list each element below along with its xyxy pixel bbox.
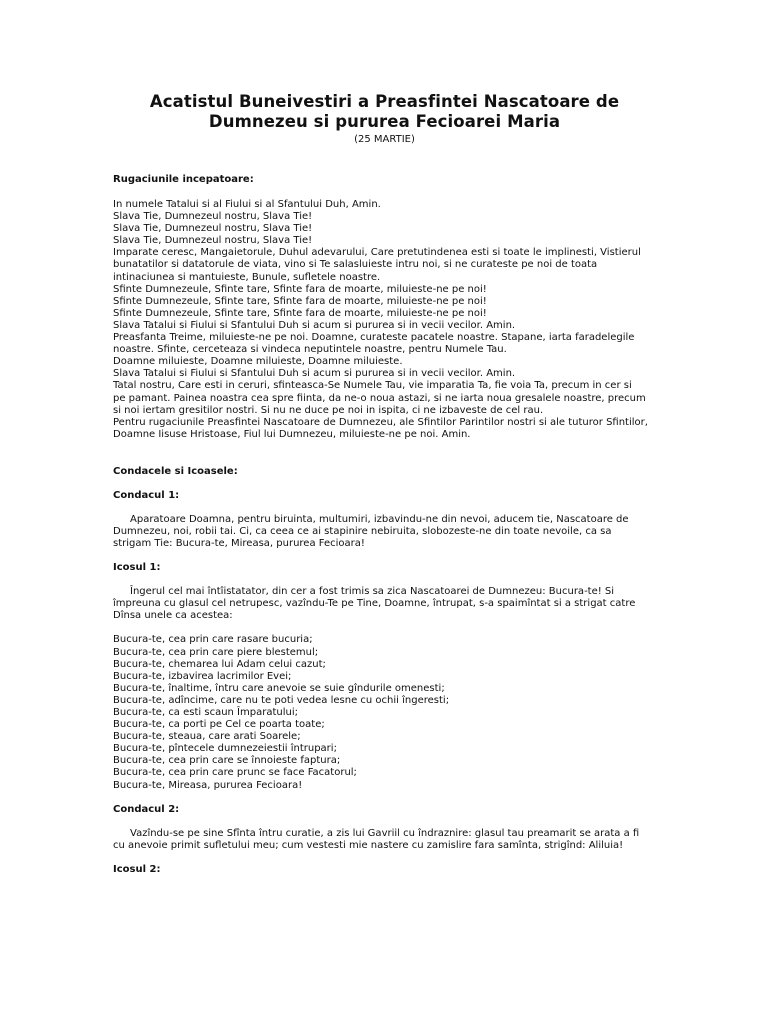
text-line: Bucura-te, ca esti scaun Împaratului;	[113, 707, 298, 718]
text-line: Îngerul cel mai întîistatator, din cer a fost trimis sa zica Nascatoarei de Dumnezeu: Bucura-te! Si	[130, 586, 615, 598]
text-line: Imparate ceresc, Mangaietorule, Duhul adevarului, Care pretutindenea esti si toate le implinesti, Vistierul	[113, 247, 641, 259]
text-line: Sfinte Dumnezeule, Sfinte tare, Sfinte fara de moarte, miluieste-ne pe noi!	[113, 295, 487, 307]
heading-icosul-1: Icosul 1:	[113, 562, 161, 574]
text-line: Slava Tie, Dumnezeul nostru, Slava Tie!	[113, 211, 313, 223]
text-line: intinaciunea si mantuieste, Bunule, sufletele noastre.	[113, 271, 381, 283]
text-line: Doamne Iisuse Hristoase, Fiul lui Dumnezeu, miluieste-ne pe noi. Amin.	[113, 428, 471, 440]
heading-condacul-2: Condacul 2:	[113, 803, 180, 815]
title-line: Acatistul Buneivestiri a Preasfintei Nascatoare de	[149, 92, 620, 111]
section-heading-condace: Condacele si Icoasele:	[113, 465, 238, 477]
text-line: Dumnezeu, noi, robii tai. Ci, ca ceea ce ai stapinire nebiruita, slobozeste-ne din toate nevoile, ca sa	[113, 525, 612, 537]
text-line: Bucura-te, adîncime, care nu te poti vedea lesne cu ochii îngeresti;	[113, 694, 450, 706]
text-line: Slava Tatalui si Fiului si Sfantului Duh si acum si pururea si in vecii vecilor. Amin.	[113, 368, 516, 380]
text-line: pe pamant. Painea noastra cea spre fiinta, da ne-o noua astazi, si ne iarta noua gresalele noastre, precum	[113, 392, 646, 404]
text-line: Sfinte Dumnezeule, Sfinte tare, Sfinte fara de moarte, miluieste-ne pe noi!	[113, 283, 487, 295]
text-line: Bucura-te, cea prin care prunc se face Facatorul;	[113, 767, 357, 779]
text-line: Tatal nostru, Care esti in ceruri, sfinteasca-Se Numele Tau, vie imparatia Ta, fie voia Ta, precum in cer si	[113, 380, 632, 392]
text-line: Bucura-te, Mireasa, pururea Fecioara!	[113, 779, 303, 791]
text-line: Bucura-te, steaua, care arati Soarele;	[113, 731, 301, 743]
text-line: si noi iertam gresitilor nostri. Si nu ne duce pe noi in ispita, ci ne izbaveste de cel rau.	[113, 404, 544, 416]
text-line: Aparatoare Doamna, pentru biruinta, multumiri, izbavindu-ne din nevoi, aducem tie, Nascatoare de	[130, 513, 629, 525]
text-line: Dînsa unele ca acestea:	[113, 610, 233, 622]
text-line: Bucura-te, chemarea lui Adam celui cazut;	[113, 658, 326, 670]
text-line: Vazîndu-se pe sine Sfînta întru curatie, a zis lui Gavriil cu îndraznire: glasul tau preamarit se arata a fi	[130, 827, 640, 839]
text-line: Bucura-te, izbavirea lacrimilor Evei;	[113, 670, 292, 682]
text-line: Doamne miluieste, Doamne miluieste, Doamne miluieste.	[113, 356, 403, 368]
document-title	[113, 92, 656, 132]
text-line: Slava Tatalui si Fiului si Sfantului Duh si acum si pururea si in vecii vecilor. Amin.	[113, 319, 516, 331]
heading-icosul-2: Icosul 2:	[113, 863, 161, 875]
title-line: Dumnezeu si pururea Fecioarei Maria	[208, 112, 561, 131]
text-line: Bucura-te, ca porti pe Cel ce poarta toate;	[113, 719, 325, 731]
text-line: Bucura-te, cea prin care piere blestemul;	[113, 646, 319, 658]
text-line: Pentru rugaciunile Preasfintei Nascatoare de Dumnezeu, ale Sfintilor Parintilor nostri si ale tuturor Sfintilor,	[113, 416, 648, 428]
prayers-paragraph	[113, 199, 656, 441]
text-line: strigam Tie: Bucura-te, Mireasa, pururea Fecioara!	[113, 538, 365, 550]
text-line: Bucura-te, înaltime, întru care anevoie se suie gîndurile omenesti;	[113, 682, 445, 694]
text-line: cu anevoie primit sufletului meu; cum vestesti mie nastere cu zamislire fara samînta, strigînd: Aliluia!	[113, 839, 624, 851]
heading-condacul-1: Condacul 1:	[113, 489, 180, 501]
text-line: Bucura-te, cea prin care rasare bucuria;	[113, 634, 313, 646]
condacul-1-text	[113, 514, 656, 550]
text-line: noastre. Sfinte, cerceteaza si vindeca neputintele noastre, pentru Numele Tau.	[113, 344, 507, 356]
feast-date: (25 MARTIE)	[354, 134, 415, 145]
text-line: bunatatilor si datatorule de viata, vino si Te salasluieste intru noi, si ne curateste pe noi de toata	[113, 259, 598, 271]
section-heading-rugaciuni: Rugaciunile incepatoare:	[113, 174, 254, 185]
text-line: Slava Tie, Dumnezeul nostru, Slava Tie!	[113, 235, 313, 247]
text-line: Preasfanta Treime, miluieste-ne pe noi. Doamne, curateste pacatele noastre. Stapane, iarta faradelegile	[113, 332, 635, 344]
text-line: Bucura-te, cea prin care se înnoieste faptura;	[113, 755, 341, 767]
icosul-1-text	[113, 586, 656, 622]
bucura-te-list	[113, 634, 656, 791]
text-line: Slava Tie, Dumnezeul nostru, Slava Tie!	[113, 223, 313, 235]
text-line: Sfinte Dumnezeule, Sfinte tare, Sfinte fara de moarte, miluieste-ne pe noi!	[113, 307, 487, 319]
condacul-2-text	[113, 828, 656, 852]
text-line: In numele Tatalui si al Fiului si al Sfantului Duh, Amin.	[113, 199, 381, 210]
text-line: Bucura-te, pîntecele dumnezeiestii întrupari;	[113, 743, 337, 755]
text-line: împreuna cu glasul cel netrupesc, vazîndu-Te pe Tine, Doamne, întrupat, s-a spaimîntat si a strigat catre	[113, 598, 636, 610]
